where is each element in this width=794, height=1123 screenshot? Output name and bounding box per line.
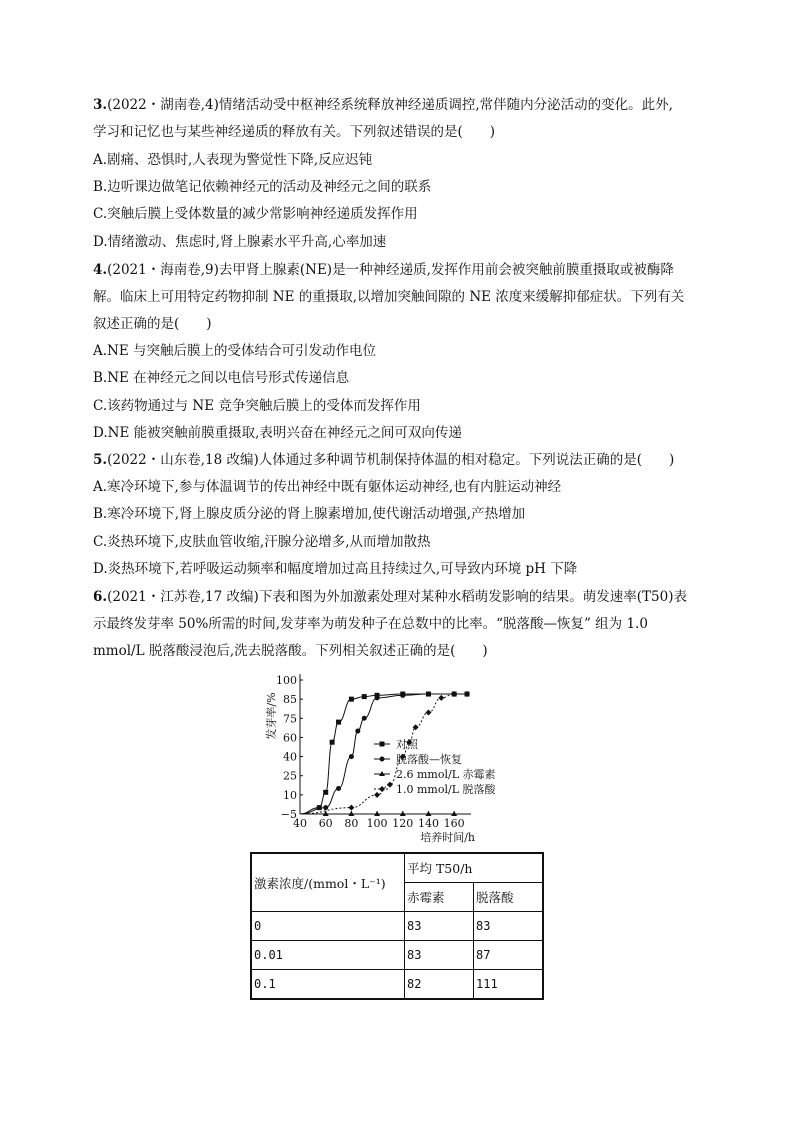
q4-option-c: C.该药物通过与 NE 竞争突触后膜上的受体而发挥作用 [93,398,421,414]
table-header-concentration: 激素浓度/(mmol・L⁻¹) [251,853,405,912]
table-cell: 0 [251,912,405,941]
legend-marker [380,742,385,747]
y-tick-label: 75 [283,712,297,726]
q6-stem-1: (2021・江苏卷,17 改编)下表和图为外加激素处理对某种水稻萌发影响的结果。萌发速率(T50)表 [107,589,687,605]
x-tick-label: 120 [392,817,414,830]
y-tick-label: 85 [283,693,297,707]
q5-number: 5. [93,452,108,468]
series-point [374,792,380,798]
y-tick-label: 25 [283,769,297,783]
q3-option-c: C.突触后膜上受体数量的减少常影响神经递质发挥作用 [93,206,418,222]
series-point [362,694,367,699]
y-axis-label: 发芽率/% [265,692,278,740]
q3-line-2 [93,123,495,141]
legend-label: 1.0 mmol/L 脱落酸 [396,783,496,796]
y-tick-label: 40 [283,750,297,764]
q6-line-2: 示最终发芽率 50%所需的时间,发芽率为萌发种子在总数中的比率。“脱落酸—恢复” 组为 1.0 [93,616,648,632]
germination-chart [262,668,532,848]
y-tick-label: 60 [283,731,297,745]
q4-option-a: A.NE 与突触后膜上的受体结合可引发动作电位 [93,343,376,359]
series-point [336,720,341,725]
x-tick-label: 40 [293,817,307,830]
table-subheader-abscisic-acid: 脱落酸 [474,883,544,912]
q4-line-3: 叙述正确的是( ) [93,316,212,332]
x-tick-label: 160 [443,817,465,830]
series-point [438,695,444,701]
table-row [251,941,543,970]
table-cell: 83 [405,941,474,970]
q4-number: 4. [93,262,108,278]
series-point [375,695,380,700]
q3-stem-1: (2022・湖南卷,4)情绪活动受中枢神经系统释放神经递质调控,常伴随内分泌活动的变化。此外, [107,97,673,113]
series-point [355,729,360,734]
table-row [251,912,543,941]
q4-option-b: B.NE 在神经元之间以电信号形式传递信息 [93,370,350,386]
x-tick-label: 80 [344,817,359,830]
table-subheader-gibberellin: 赤霉素 [405,883,474,912]
legend-marker [379,786,385,792]
q6-line-3: mmol/L 脱落酸浸泡后,洗去脱落酸。下列相关叙述正确的是( ) [93,643,488,659]
q4-line-1 [93,261,674,279]
q6-number: 6. [93,589,108,605]
q3-option-a: A.剧痛、恐惧时,人表现为警觉性下降,反应迟钝 [93,152,373,168]
q4-option-d: D.NE 能被突触前膜重摄取,表明兴奋在神经元之间可双向传递 [93,425,462,441]
x-tick-label: 60 [318,817,333,830]
series-point [336,786,341,791]
table-header-t50: 平均 T50/h [405,853,544,883]
y-tick-label: 10 [283,788,297,802]
series-point [323,790,328,795]
q5-option-a: A.寒冷环境下,参与体温调节的传出神经中既有躯体运动神经,也有内脏运动神经 [93,479,562,495]
q4-line-2: 解。临床上可用特定药物抑制 NE 的重摄取,以增加突触间隙的 NE 浓度来缓解抑郁症状。下列有关 [93,289,685,305]
q3-line-1 [93,96,673,114]
legend-label: 2.6 mmol/L 赤霉素 [396,768,496,781]
series-point [387,782,393,788]
x-tick-label: 140 [417,817,439,830]
series-point [348,805,354,811]
table-header-row [251,853,543,883]
q3-option-b: B.边听课边做笔记依赖神经元的活动及神经元之间的联系 [93,179,432,195]
q4-stem-1: (2021・海南卷,9)去甲肾上腺素(NE)是一种神经递质,发挥作用前会被突触前膜重摄取或被酶降 [107,262,674,278]
q3-stem-2: 学习和记忆也与某些神经递质的释放有关。下列叙述错误的是( ) [93,124,496,140]
series-point [362,716,367,721]
x-tick-label: 100 [366,817,388,830]
q5-stem-1: (2022・山东卷,18 改编)人体通过多种调节机制保持体温的相对稳定。下列说法正确的是( ) [107,452,675,468]
table-cell: 83 [474,912,544,941]
q6-line-1 [93,588,687,606]
y-tick-label: 100 [276,674,297,687]
series-point [349,754,354,759]
q3-number: 3. [93,97,108,113]
legend-label: 脱落酸—恢复 [396,753,462,766]
series-point [425,710,431,716]
series-point [426,692,431,697]
legend-label: 对照 [396,738,418,751]
table-row [251,970,543,1000]
q5-option-c: C.炎热环境下,皮肤血管收缩,汗腺分泌增多,从而增加散热 [93,534,431,550]
q5-option-b: B.寒冷环境下,肾上腺皮质分泌的肾上腺素增加,使代谢活动增强,产热增加 [93,506,526,522]
series-point [349,697,354,702]
table-cell: 87 [474,941,544,970]
table-cell: 111 [474,970,544,1000]
table-cell: 0.1 [251,970,405,1000]
y-tick-label: −5 [280,808,297,821]
table-cell: 82 [405,970,474,1000]
table-cell: 83 [405,912,474,941]
t50-table [250,852,544,1000]
series-point [400,693,405,698]
series-point [330,740,335,745]
chart-legend [374,737,496,796]
q5-line-1 [93,451,674,469]
table-cell: 0.01 [251,941,405,970]
q5-option-d: D.炎热环境下,若呼吸运动频率和幅度增加过高且持续过久,可导致内环境 pH 下降 [93,561,578,577]
q3-option-d: D.情绪激动、焦虑时,肾上腺素水平升高,心率加速 [93,234,387,250]
x-axis-label: 培养时间/h [420,831,475,844]
series-point [323,805,328,810]
legend-marker [380,757,385,762]
